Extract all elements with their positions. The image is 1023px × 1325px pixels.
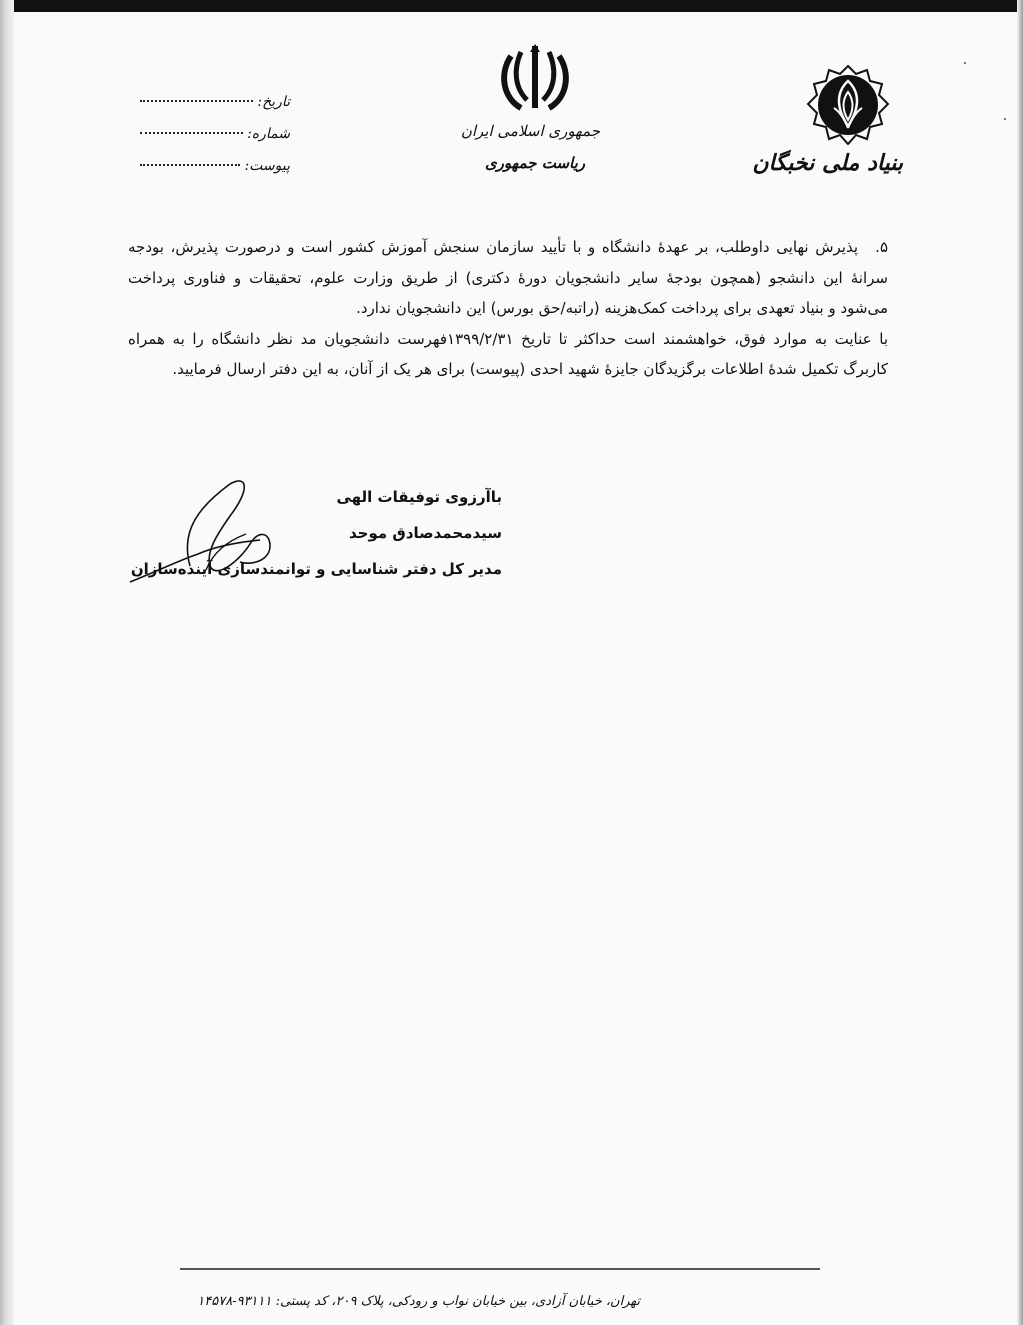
paragraph-1-text: پذیرش نهایی داوطلب، بر عهدهٔ دانشگاه و با تأیید سازمان سنجش آموزش کشور است و درصورت پذیرش، بودجه سرانهٔ این دانشجو (همچون بودجهٔ سایر دانشجویان دورهٔ دکتری) از طریق وزارت علوم، تحقیقات و فناوری پرداخت می‌شود و بنیاد تعهدی برای پرداخت کمک‌هزینه (راتبه/حق بورس) این دانشجویان ندارد. [128, 238, 888, 317]
foundation-emblem-icon [806, 64, 890, 148]
iran-coat-of-arms-icon [497, 44, 573, 116]
scan-left-edge [0, 0, 14, 1325]
letter-meta-fields [140, 94, 290, 190]
scan-speck [964, 62, 966, 64]
signature-block [130, 488, 520, 598]
handwritten-signature [120, 470, 290, 600]
footer-divider [180, 1268, 820, 1270]
letter-body [128, 232, 888, 385]
foundation-logo [752, 64, 903, 204]
item-number: ۵. [875, 238, 888, 256]
number-blank [140, 132, 243, 134]
date-blank [140, 100, 253, 102]
date-field [140, 94, 290, 126]
paragraph-item-5 [128, 232, 888, 324]
closing-line: باآرزوی توفیقات الهی [336, 488, 502, 506]
scan-right-edge [1017, 0, 1023, 1325]
number-field [140, 126, 290, 158]
iran-emblem [460, 44, 600, 172]
footer-address: تهران، خیابان آزادی، بین خیابان نواب و رودکی، پلاک ۲۰۹، کد پستی: ۹۳۱۱۱-۱۴۵۷۸ [197, 1294, 640, 1309]
scan-speck [1004, 118, 1006, 120]
signer-name: سیدمحمدصادق موحد [349, 524, 502, 542]
foundation-name: بنیاد ملی نخبگان [752, 150, 903, 176]
number-label: شماره: [247, 126, 290, 142]
attachment-label: پیوست: [244, 158, 290, 174]
attachment-field [140, 158, 290, 190]
emblem-caption-republic: جمهوری اسلامی ایران [460, 122, 600, 140]
attachment-blank [140, 164, 240, 166]
date-label: تاریخ: [257, 94, 290, 110]
scan-top-edge [0, 0, 1023, 12]
emblem-caption-presidency: ریاست جمهوری [484, 154, 586, 172]
signer-title: مدیر کل دفتر شناسایی و توانمندسازی آینده‌سازان [130, 560, 502, 578]
paragraph-2-text: با عنایت به موارد فوق، خواهشمند است حداکثر تا تاریخ ۱۳۹۹/۲/۳۱فهرست دانشجویان مد نظر دانشگاه را به همراه کاربرگ تکمیل شدهٔ اطلاعات برگزیدگان جایزهٔ شهید احدی (پیوست) برای هر یک از آنان، به این دفتر ارسال فرمایید. [128, 329, 888, 378]
